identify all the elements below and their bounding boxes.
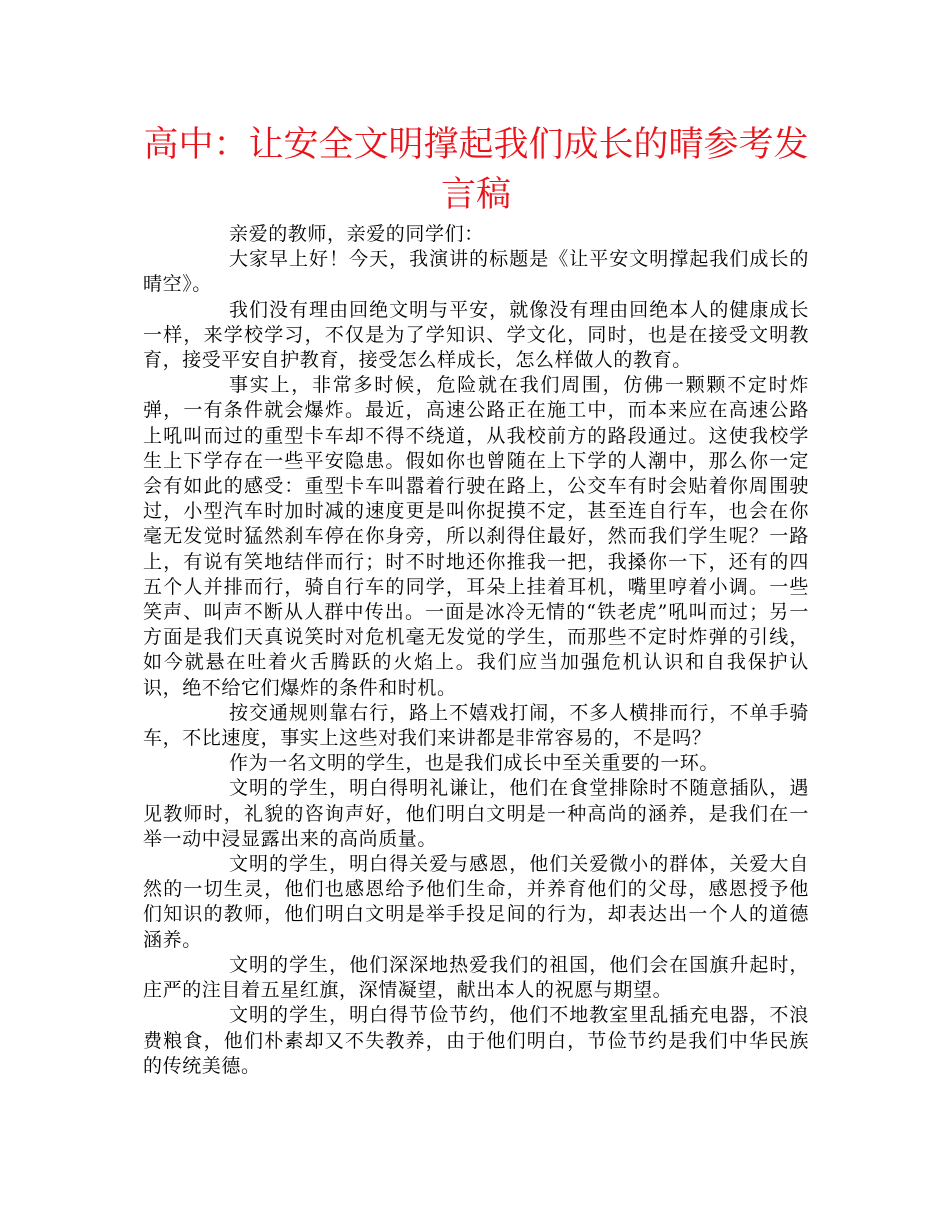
paragraph-opening: 大家早上好！今天，我演讲的标题是《让平安文明撑起我们成长的晴空》。 [143, 248, 809, 296]
paragraph: 文明的学生，明白得关爱与感恩，他们关爱微小的群体，关爱大自然的一切生灵，他们也感恩给予他们生命，并养育他们的父母，感恩授予他们知识的教师，他们明白文明是举手投足间的行为，却表达出一个人的道德涵养。 [143, 853, 809, 951]
paragraph: 作为一名文明的学生，也是我们成长中至关重要的一环。 [229, 752, 720, 775]
paragraph: 文明的学生，明白得明礼谦让，他们在食堂排除时不随意插队，遇见教师时，礼貌的咨询声好，他们明白文明是一种高尚的涵养，是我们在一举一动中浸显露出来的高尚质量。 [143, 777, 809, 850]
document-body [143, 222, 809, 1079]
paragraph: 文明的学生，明白得节俭节约，他们不地教室里乱插充电器，不浪费粮食，他们朴素却又不失教养，由于他们明白，节俭节约是我们中华民族的传统美德。 [143, 1004, 809, 1077]
document-title: 高中：让安全文明撑起我们成长的晴参考发言稿 [143, 125, 809, 215]
document-page [143, 120, 809, 1079]
paragraph: 事实上，非常多时候，危险就在我们周围，仿佛一颗颗不定时炸弹，一有条件就会爆炸。最近，高速公路正在施工中，而本来应在高速公路上吼叫而过的重型卡车却不得不绕道，从我校前方的路段通过。这使我校学生上下学存在一些平安隐患。假如你也曾随在上下学的人潮中，那么你一定会有如此的感受：重型卡车叫嚣着行驶在路上，公交车有时会贴着你周围驶过，小型汽车时加时减的速度更是叫你捉摸不定，甚至连自行车，也会在你毫无发觉时猛然刹车停在你身旁，所以刹得住最好，然而我们学生呢？一路上，有说有笑地结伴而行；时不时地还你推我一把，我搡你一下，还有的四五个人并排而行，骑自行车的同学，耳朵上挂着耳机，嘴里哼着小调。一些笑声、叫声不断从人群中传出。一面是冰冷无情的“铁老虎”吼叫而过；另一方面是我们天真说笑时对危机毫无发觉的学生，而那些不定时炸弹的引线，如今就悬在吐着火舌腾跃的火焰上。我们应当加强危机认识和自我保护认识，绝不给它们爆炸的条件和时机。 [143, 374, 809, 699]
paragraph: 按交通规则靠右行，路上不嬉戏打闹，不多人横排而行，不单手骑车，不比速度，事实上这些对我们来讲都是非常容易的，不是吗？ [143, 701, 809, 750]
paragraph-greeting: 亲爱的教师，亲爱的同学们： [229, 223, 484, 245]
paragraph: 文明的学生，他们深深地热爱我们的祖国，他们会在国旗升起时，庄严的注目着五星红旗，深情凝望，献出本人的祝愿与期望。 [143, 953, 809, 1002]
paragraph: 我们没有理由回绝文明与平安，就像没有理由回绝本人的健康成长一样，来学校学习，不仅是为了学知识、学文化，同时，也是在接受文明教育，接受平安自护教育，接受怎么样成长，怎么样做人的教育。 [143, 298, 809, 372]
